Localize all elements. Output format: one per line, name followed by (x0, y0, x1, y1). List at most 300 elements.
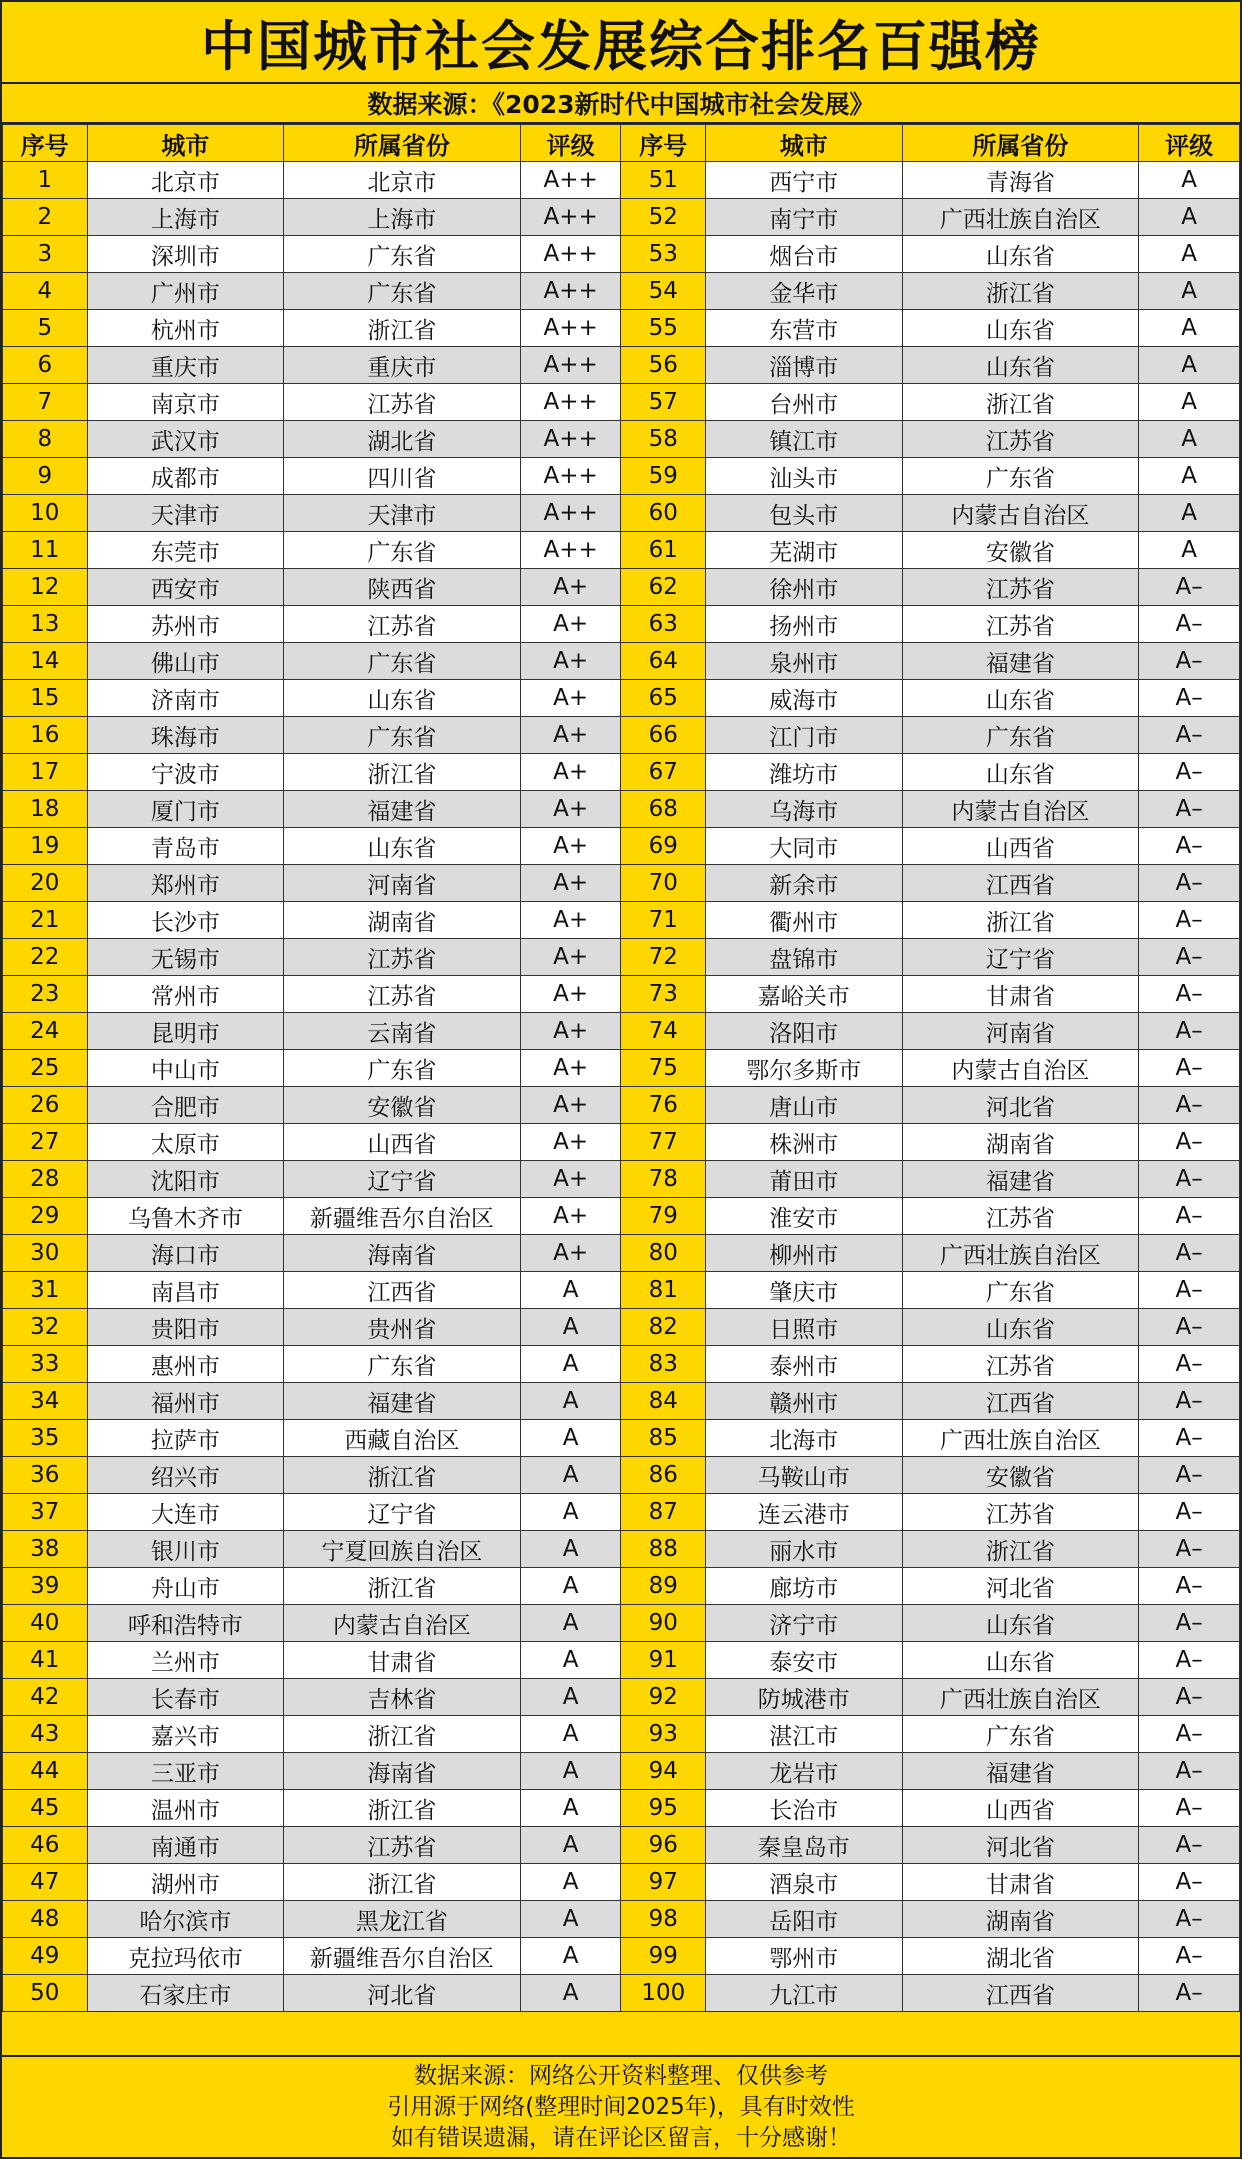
left-rank-cell: 32 (3, 1309, 88, 1346)
right-grade-cell: A– (1139, 1827, 1240, 1864)
right-rank-cell: 55 (621, 310, 706, 347)
left-grade-cell: A+ (520, 569, 621, 606)
left-city-cell: 嘉兴市 (87, 1716, 283, 1753)
left-province-cell: 天津市 (284, 495, 521, 532)
left-city-cell: 三亚市 (87, 1753, 283, 1790)
right-grade-cell: A– (1139, 1790, 1240, 1827)
right-city-cell: 衢州市 (706, 902, 902, 939)
right-grade-cell: A– (1139, 1568, 1240, 1605)
left-grade-cell: A (520, 1864, 621, 1901)
right-city-cell: 唐山市 (706, 1087, 902, 1124)
right-rank-cell: 93 (621, 1716, 706, 1753)
right-province-cell: 山东省 (902, 236, 1139, 273)
right-city-cell: 威海市 (706, 680, 902, 717)
right-city-cell: 淄博市 (706, 347, 902, 384)
left-city-cell: 呼和浩特市 (87, 1605, 283, 1642)
left-province-cell: 甘肃省 (284, 1642, 521, 1679)
left-rank-cell: 12 (3, 569, 88, 606)
right-rank-cell: 71 (621, 902, 706, 939)
right-grade-cell: A– (1139, 1198, 1240, 1235)
left-grade-cell: A (520, 1568, 621, 1605)
left-grade-cell: A+ (520, 1198, 621, 1235)
left-grade-cell: A+ (520, 976, 621, 1013)
table-row (3, 1753, 1240, 1790)
left-city-cell: 太原市 (87, 1124, 283, 1161)
right-grade-cell: A– (1139, 865, 1240, 902)
left-rank-cell: 10 (3, 495, 88, 532)
left-province-cell: 河南省 (284, 865, 521, 902)
left-city-cell: 珠海市 (87, 717, 283, 754)
left-rank-cell: 19 (3, 828, 88, 865)
right-rank-cell: 81 (621, 1272, 706, 1309)
left-city-cell: 温州市 (87, 1790, 283, 1827)
right-province-cell: 湖南省 (902, 1124, 1139, 1161)
left-city-cell: 长春市 (87, 1679, 283, 1716)
left-province-cell: 西藏自治区 (284, 1420, 521, 1457)
right-grade-cell: A– (1139, 1753, 1240, 1790)
left-city-cell: 北京市 (87, 162, 283, 199)
right-rank-cell: 86 (621, 1457, 706, 1494)
table-row (3, 1938, 1240, 1975)
footer-notes (2, 2055, 1240, 2157)
left-province-cell: 宁夏回族自治区 (284, 1531, 521, 1568)
left-rank-cell: 13 (3, 606, 88, 643)
right-city-cell: 扬州市 (706, 606, 902, 643)
right-province-cell: 山西省 (902, 1790, 1139, 1827)
left-rank-cell: 3 (3, 236, 88, 273)
right-grade-cell: A– (1139, 1235, 1240, 1272)
left-grade-cell: A (520, 1383, 621, 1420)
right-city-cell: 丽水市 (706, 1531, 902, 1568)
right-grade-cell: A (1139, 495, 1240, 532)
right-rank-cell: 60 (621, 495, 706, 532)
right-province-cell: 江西省 (902, 1975, 1139, 2012)
right-city-cell: 湛江市 (706, 1716, 902, 1753)
header-grade-left: 评级 (520, 125, 621, 162)
left-city-cell: 湖州市 (87, 1864, 283, 1901)
right-rank-cell: 88 (621, 1531, 706, 1568)
right-grade-cell: A– (1139, 606, 1240, 643)
right-city-cell: 酒泉市 (706, 1864, 902, 1901)
left-grade-cell: A (520, 1420, 621, 1457)
left-province-cell: 辽宁省 (284, 1161, 521, 1198)
left-rank-cell: 18 (3, 791, 88, 828)
left-city-cell: 东莞市 (87, 532, 283, 569)
right-rank-cell: 82 (621, 1309, 706, 1346)
right-grade-cell: A (1139, 199, 1240, 236)
left-city-cell: 沈阳市 (87, 1161, 283, 1198)
right-city-cell: 日照市 (706, 1309, 902, 1346)
right-province-cell: 福建省 (902, 1753, 1139, 1790)
right-city-cell: 江门市 (706, 717, 902, 754)
right-city-cell: 台州市 (706, 384, 902, 421)
left-city-cell: 青岛市 (87, 828, 283, 865)
footer-line-source: 数据来源：网络公开资料整理、仅供参考 (414, 2062, 828, 2089)
table-row (3, 865, 1240, 902)
right-province-cell: 山东省 (902, 1605, 1139, 1642)
left-city-cell: 厦门市 (87, 791, 283, 828)
right-rank-cell: 53 (621, 236, 706, 273)
right-grade-cell: A– (1139, 1605, 1240, 1642)
right-city-cell: 济宁市 (706, 1605, 902, 1642)
right-city-cell: 北海市 (706, 1420, 902, 1457)
left-grade-cell: A++ (520, 310, 621, 347)
table-row (3, 1235, 1240, 1272)
left-province-cell: 湖南省 (284, 902, 521, 939)
left-province-cell: 福建省 (284, 1383, 521, 1420)
footer-line-feedback: 如有错误遗漏，请在评论区留言，十分感谢！ (391, 2124, 851, 2151)
right-city-cell: 盘锦市 (706, 939, 902, 976)
left-rank-cell: 15 (3, 680, 88, 717)
left-city-cell: 天津市 (87, 495, 283, 532)
left-grade-cell: A (520, 1901, 621, 1938)
right-province-cell: 湖南省 (902, 1901, 1139, 1938)
table-row (3, 643, 1240, 680)
table-row (3, 1975, 1240, 2012)
right-city-cell: 株洲市 (706, 1124, 902, 1161)
left-rank-cell: 36 (3, 1457, 88, 1494)
right-province-cell: 广西壮族自治区 (902, 199, 1139, 236)
left-province-cell: 吉林省 (284, 1679, 521, 1716)
left-grade-cell: A++ (520, 532, 621, 569)
right-grade-cell: A– (1139, 680, 1240, 717)
left-city-cell: 苏州市 (87, 606, 283, 643)
left-province-cell: 广东省 (284, 1346, 521, 1383)
table-row (3, 569, 1240, 606)
left-city-cell: 绍兴市 (87, 1457, 283, 1494)
table-row (3, 1716, 1240, 1753)
right-city-cell: 泉州市 (706, 643, 902, 680)
left-rank-cell: 28 (3, 1161, 88, 1198)
right-city-cell: 柳州市 (706, 1235, 902, 1272)
right-city-cell: 镇江市 (706, 421, 902, 458)
right-rank-cell: 59 (621, 458, 706, 495)
right-grade-cell: A (1139, 236, 1240, 273)
left-city-cell: 武汉市 (87, 421, 283, 458)
right-province-cell: 湖北省 (902, 1938, 1139, 1975)
left-city-cell: 南通市 (87, 1827, 283, 1864)
right-grade-cell: A– (1139, 1420, 1240, 1457)
right-city-cell: 连云港市 (706, 1494, 902, 1531)
right-grade-cell: A– (1139, 1050, 1240, 1087)
left-city-cell: 南昌市 (87, 1272, 283, 1309)
right-city-cell: 马鞍山市 (706, 1457, 902, 1494)
right-rank-cell: 85 (621, 1420, 706, 1457)
right-city-cell: 汕头市 (706, 458, 902, 495)
right-province-cell: 浙江省 (902, 902, 1139, 939)
right-city-cell: 九江市 (706, 1975, 902, 2012)
table-row (3, 717, 1240, 754)
left-province-cell: 浙江省 (284, 1716, 521, 1753)
left-grade-cell: A+ (520, 1161, 621, 1198)
left-rank-cell: 50 (3, 1975, 88, 2012)
left-city-cell: 惠州市 (87, 1346, 283, 1383)
right-grade-cell: A (1139, 421, 1240, 458)
left-province-cell: 广东省 (284, 273, 521, 310)
table-row (3, 236, 1240, 273)
table-row (3, 1568, 1240, 1605)
left-province-cell: 海南省 (284, 1235, 521, 1272)
left-city-cell: 广州市 (87, 273, 283, 310)
right-grade-cell: A– (1139, 1901, 1240, 1938)
right-rank-cell: 74 (621, 1013, 706, 1050)
header-province-right: 所属省份 (902, 125, 1139, 162)
right-city-cell: 新余市 (706, 865, 902, 902)
left-grade-cell: A (520, 1679, 621, 1716)
left-province-cell: 湖北省 (284, 421, 521, 458)
left-province-cell: 海南省 (284, 1753, 521, 1790)
right-city-cell: 东营市 (706, 310, 902, 347)
table-row (3, 1457, 1240, 1494)
table-row (3, 1605, 1240, 1642)
right-grade-cell: A– (1139, 1938, 1240, 1975)
left-city-cell: 大连市 (87, 1494, 283, 1531)
right-city-cell: 大同市 (706, 828, 902, 865)
right-grade-cell: A– (1139, 1272, 1240, 1309)
right-grade-cell: A– (1139, 1494, 1240, 1531)
right-rank-cell: 73 (621, 976, 706, 1013)
table-row (3, 828, 1240, 865)
left-rank-cell: 48 (3, 1901, 88, 1938)
table-row (3, 1531, 1240, 1568)
left-rank-cell: 49 (3, 1938, 88, 1975)
left-rank-cell: 22 (3, 939, 88, 976)
left-province-cell: 内蒙古自治区 (284, 1605, 521, 1642)
right-province-cell: 内蒙古自治区 (902, 495, 1139, 532)
left-rank-cell: 9 (3, 458, 88, 495)
right-province-cell: 广东省 (902, 1272, 1139, 1309)
table-row (3, 1827, 1240, 1864)
left-rank-cell: 2 (3, 199, 88, 236)
right-city-cell: 包头市 (706, 495, 902, 532)
table-row (3, 1494, 1240, 1531)
left-rank-cell: 31 (3, 1272, 88, 1309)
table-row (3, 384, 1240, 421)
right-grade-cell: A– (1139, 717, 1240, 754)
left-province-cell: 广东省 (284, 1050, 521, 1087)
table-row (3, 1346, 1240, 1383)
left-grade-cell: A+ (520, 680, 621, 717)
right-grade-cell: A– (1139, 828, 1240, 865)
table-row (3, 421, 1240, 458)
table-row (3, 532, 1240, 569)
right-province-cell: 江苏省 (902, 421, 1139, 458)
right-grade-cell: A– (1139, 1013, 1240, 1050)
left-grade-cell: A (520, 1494, 621, 1531)
left-grade-cell: A (520, 1975, 621, 2012)
right-rank-cell: 75 (621, 1050, 706, 1087)
right-province-cell: 安徽省 (902, 1457, 1139, 1494)
table-row (3, 1864, 1240, 1901)
right-rank-cell: 83 (621, 1346, 706, 1383)
left-province-cell: 江苏省 (284, 976, 521, 1013)
left-city-cell: 杭州市 (87, 310, 283, 347)
right-rank-cell: 92 (621, 1679, 706, 1716)
header-province-left: 所属省份 (284, 125, 521, 162)
table-row (3, 939, 1240, 976)
left-rank-cell: 11 (3, 532, 88, 569)
table-row (3, 1901, 1240, 1938)
right-grade-cell: A (1139, 310, 1240, 347)
right-city-cell: 肇庆市 (706, 1272, 902, 1309)
left-grade-cell: A (520, 1605, 621, 1642)
right-city-cell: 泰州市 (706, 1346, 902, 1383)
left-grade-cell: A++ (520, 347, 621, 384)
right-province-cell: 广西壮族自治区 (902, 1679, 1139, 1716)
right-grade-cell: A– (1139, 1309, 1240, 1346)
right-rank-cell: 67 (621, 754, 706, 791)
right-province-cell: 广西壮族自治区 (902, 1235, 1139, 1272)
right-grade-cell: A– (1139, 1124, 1240, 1161)
right-city-cell: 乌海市 (706, 791, 902, 828)
right-province-cell: 青海省 (902, 162, 1139, 199)
right-grade-cell: A– (1139, 976, 1240, 1013)
left-grade-cell: A+ (520, 828, 621, 865)
left-city-cell: 合肥市 (87, 1087, 283, 1124)
right-rank-cell: 70 (621, 865, 706, 902)
left-grade-cell: A (520, 1938, 621, 1975)
left-province-cell: 河北省 (284, 1975, 521, 2012)
table-row (3, 162, 1240, 199)
left-rank-cell: 34 (3, 1383, 88, 1420)
left-grade-cell: A++ (520, 273, 621, 310)
right-rank-cell: 97 (621, 1864, 706, 1901)
left-rank-cell: 44 (3, 1753, 88, 1790)
left-province-cell: 广东省 (284, 532, 521, 569)
left-city-cell: 上海市 (87, 199, 283, 236)
left-rank-cell: 47 (3, 1864, 88, 1901)
right-city-cell: 嘉峪关市 (706, 976, 902, 1013)
left-province-cell: 黑龙江省 (284, 1901, 521, 1938)
left-province-cell: 广东省 (284, 236, 521, 273)
left-province-cell: 浙江省 (284, 1864, 521, 1901)
right-grade-cell: A– (1139, 791, 1240, 828)
right-province-cell: 江苏省 (902, 1494, 1139, 1531)
right-grade-cell: A– (1139, 939, 1240, 976)
left-province-cell: 福建省 (284, 791, 521, 828)
left-grade-cell: A++ (520, 421, 621, 458)
right-province-cell: 山东省 (902, 1642, 1139, 1679)
right-city-cell: 洛阳市 (706, 1013, 902, 1050)
left-province-cell: 广东省 (284, 643, 521, 680)
left-rank-cell: 46 (3, 1827, 88, 1864)
left-rank-cell: 38 (3, 1531, 88, 1568)
left-province-cell: 辽宁省 (284, 1494, 521, 1531)
header-rank-left: 序号 (3, 125, 88, 162)
left-grade-cell: A+ (520, 606, 621, 643)
left-rank-cell: 8 (3, 421, 88, 458)
left-rank-cell: 29 (3, 1198, 88, 1235)
left-rank-cell: 24 (3, 1013, 88, 1050)
table-row (3, 1198, 1240, 1235)
right-rank-cell: 90 (621, 1605, 706, 1642)
right-city-cell: 莆田市 (706, 1161, 902, 1198)
right-grade-cell: A– (1139, 1642, 1240, 1679)
left-grade-cell: A+ (520, 1124, 621, 1161)
right-city-cell: 长治市 (706, 1790, 902, 1827)
left-province-cell: 浙江省 (284, 1457, 521, 1494)
table-row (3, 1679, 1240, 1716)
right-province-cell: 甘肃省 (902, 976, 1139, 1013)
left-rank-cell: 40 (3, 1605, 88, 1642)
right-province-cell: 广西壮族自治区 (902, 1420, 1139, 1457)
right-grade-cell: A (1139, 162, 1240, 199)
right-province-cell: 河北省 (902, 1087, 1139, 1124)
left-city-cell: 石家庄市 (87, 1975, 283, 2012)
right-province-cell: 山西省 (902, 828, 1139, 865)
right-rank-cell: 54 (621, 273, 706, 310)
table-row (3, 1272, 1240, 1309)
right-city-cell: 淮安市 (706, 1198, 902, 1235)
right-city-cell: 南宁市 (706, 199, 902, 236)
right-province-cell: 山东省 (902, 680, 1139, 717)
right-rank-cell: 78 (621, 1161, 706, 1198)
left-province-cell: 山西省 (284, 1124, 521, 1161)
table-row (3, 1309, 1240, 1346)
right-province-cell: 江西省 (902, 865, 1139, 902)
right-rank-cell: 65 (621, 680, 706, 717)
left-rank-cell: 5 (3, 310, 88, 347)
right-rank-cell: 69 (621, 828, 706, 865)
right-rank-cell: 87 (621, 1494, 706, 1531)
left-province-cell: 江苏省 (284, 939, 521, 976)
table-row (3, 495, 1240, 532)
right-province-cell: 江苏省 (902, 1346, 1139, 1383)
right-rank-cell: 64 (621, 643, 706, 680)
table-row (3, 1050, 1240, 1087)
left-rank-cell: 26 (3, 1087, 88, 1124)
left-city-cell: 济南市 (87, 680, 283, 717)
left-province-cell: 四川省 (284, 458, 521, 495)
right-grade-cell: A (1139, 458, 1240, 495)
right-grade-cell: A– (1139, 1383, 1240, 1420)
right-province-cell: 广东省 (902, 458, 1139, 495)
left-grade-cell: A (520, 1827, 621, 1864)
right-province-cell: 浙江省 (902, 273, 1139, 310)
right-city-cell: 徐州市 (706, 569, 902, 606)
left-province-cell: 重庆市 (284, 347, 521, 384)
right-city-cell: 鄂尔多斯市 (706, 1050, 902, 1087)
right-province-cell: 内蒙古自治区 (902, 791, 1139, 828)
left-province-cell: 江西省 (284, 1272, 521, 1309)
left-province-cell: 江苏省 (284, 606, 521, 643)
left-grade-cell: A (520, 1790, 621, 1827)
left-city-cell: 深圳市 (87, 236, 283, 273)
right-city-cell: 廊坊市 (706, 1568, 902, 1605)
left-rank-cell: 4 (3, 273, 88, 310)
left-grade-cell: A+ (520, 865, 621, 902)
left-grade-cell: A+ (520, 791, 621, 828)
left-city-cell: 拉萨市 (87, 1420, 283, 1457)
right-rank-cell: 96 (621, 1827, 706, 1864)
left-rank-cell: 35 (3, 1420, 88, 1457)
right-grade-cell: A– (1139, 754, 1240, 791)
left-city-cell: 重庆市 (87, 347, 283, 384)
right-grade-cell: A– (1139, 1975, 1240, 2012)
table-row (3, 791, 1240, 828)
left-province-cell: 浙江省 (284, 754, 521, 791)
right-province-cell: 内蒙古自治区 (902, 1050, 1139, 1087)
left-grade-cell: A (520, 1309, 621, 1346)
right-province-cell: 安徽省 (902, 532, 1139, 569)
left-grade-cell: A+ (520, 939, 621, 976)
left-city-cell: 西安市 (87, 569, 283, 606)
left-rank-cell: 41 (3, 1642, 88, 1679)
table-row (3, 310, 1240, 347)
left-grade-cell: A++ (520, 384, 621, 421)
header-city-left: 城市 (87, 125, 283, 162)
table-row (3, 458, 1240, 495)
